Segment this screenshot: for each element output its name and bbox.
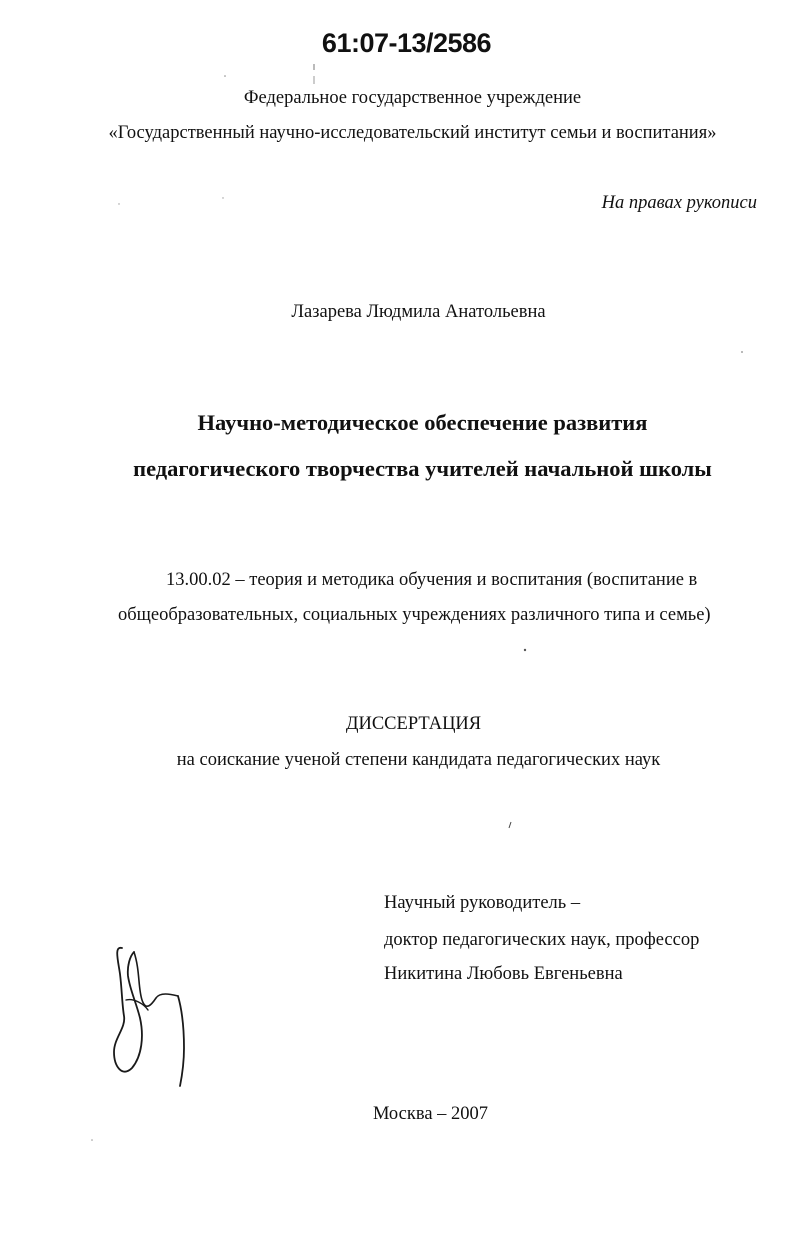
handwritten-signature [100, 940, 210, 1090]
document-type: ДИССЕРТАЦИЯ [345, 714, 482, 734]
specialty-line-2: общеобразовательных, социальных учреждениях различного типа и семье) [118, 605, 711, 625]
supervisor-label: Научный руководитель – [384, 893, 581, 913]
institution-line-1: Федеральное государственное учреждение [243, 88, 582, 108]
author-name: Лазарева Людмила Анатольевна [291, 302, 546, 322]
title-line-1: Научно-методическое обеспечение развития [197, 410, 648, 435]
city-year: Москва – 2007 [372, 1104, 489, 1124]
call-number: 61:07-13/2586 [321, 28, 492, 58]
title-line-2: педагогического творчества учителей начальной школы [133, 456, 712, 481]
specialty-line-1: 13.00.02 – теория и методика обучения и воспитания (воспитание в [166, 570, 698, 590]
institution-line-2: «Государственный научно-исследовательский институт семьи и воспитания» [108, 123, 717, 143]
supervisor-title: доктор педагогических наук, профессор [384, 930, 700, 950]
supervisor-name: Никитина Любовь Евгеньевна [384, 964, 623, 984]
manuscript-note: На правах рукописи [601, 193, 757, 213]
degree-line: на соискание ученой степени кандидата педагогических наук [176, 750, 661, 770]
